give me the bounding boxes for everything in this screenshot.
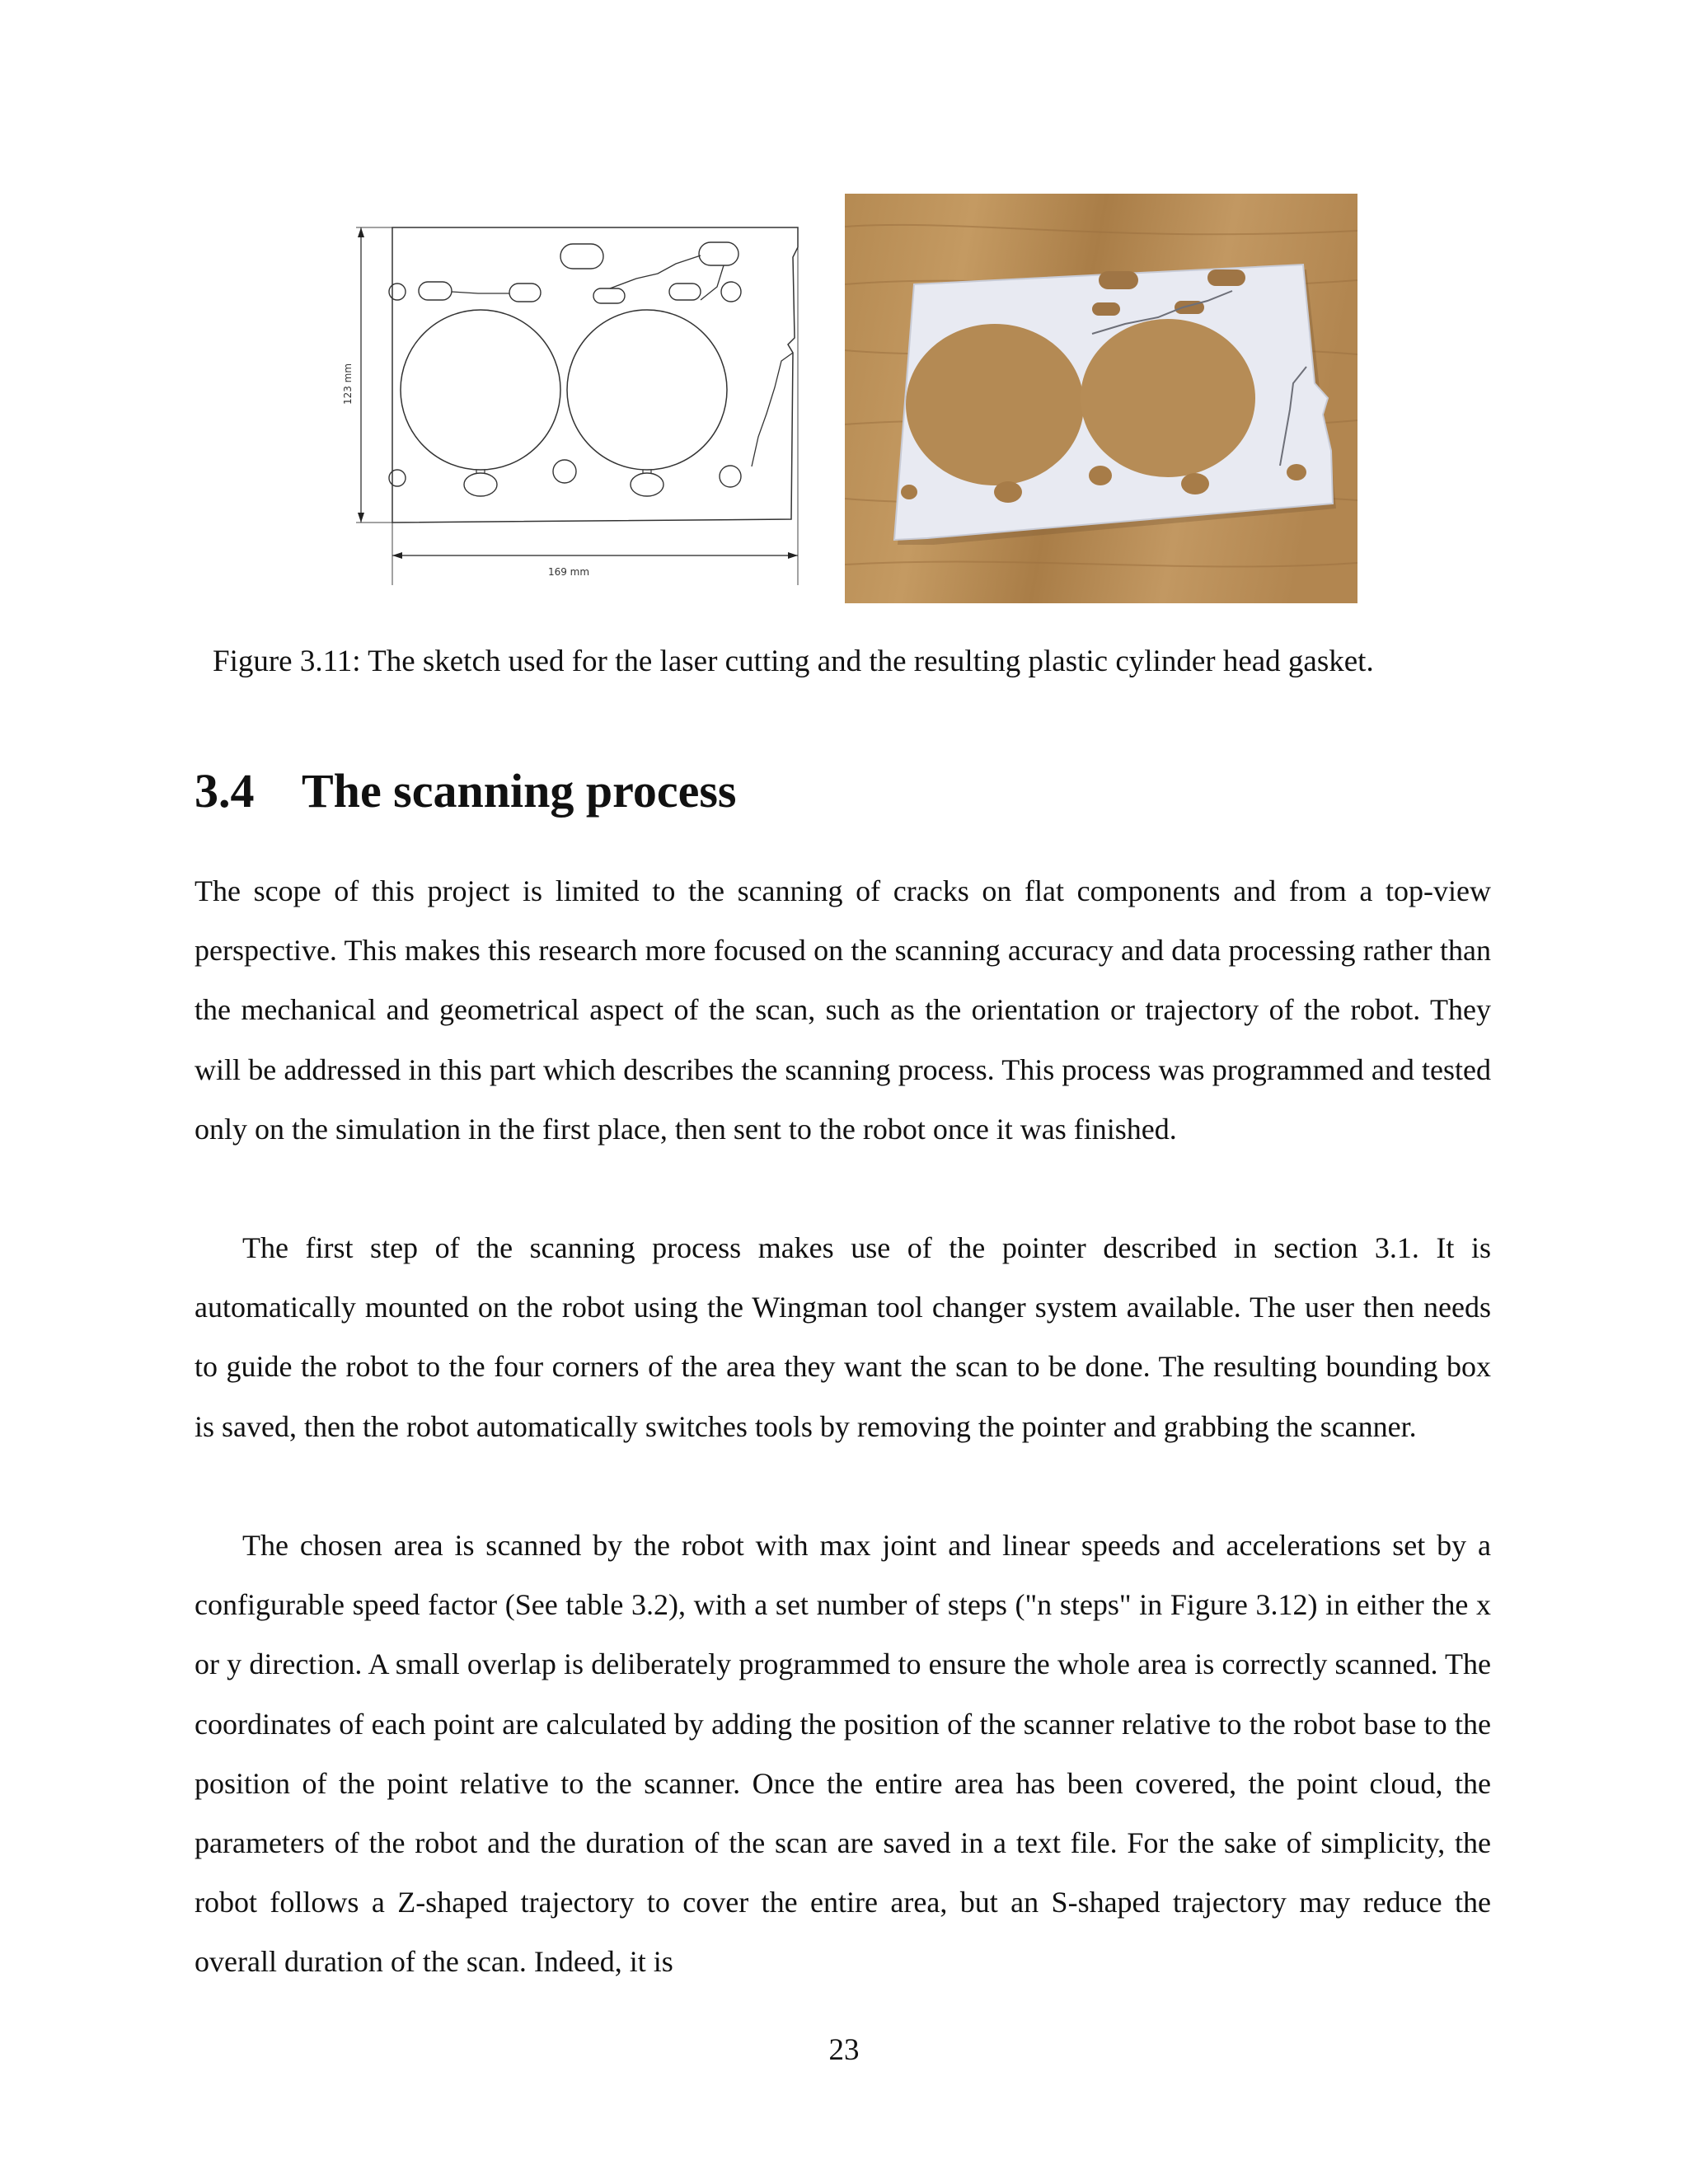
figure-caption: Figure 3.11: The sketch used for the laser cutting and the resulting plastic cylinder head gasket. — [213, 644, 1374, 678]
figure-3-11 — [0, 0, 1688, 610]
body-paragraph-1: The scope of this project is limited to the scanning of cracks on flat components and from a top-view perspective. This makes this research more focused on the scanning accuracy and data processing rather than the mechanical and geometrical aspect of the scan, such as the orientation or trajectory of the robot. They will be addressed in this part which describes the scanning process. This process was programmed and tested only on the simulation in the first place, then sent to the robot once it was finished. — [195, 874, 1491, 1146]
plastic-gasket-photo — [845, 194, 1357, 603]
height-dimension-label: 123 mm — [342, 363, 354, 405]
width-dimension-label: 169 mm — [547, 566, 590, 578]
section-title: The scanning process — [302, 764, 737, 818]
section-number: 3.4 — [195, 764, 255, 818]
page-number: 23 — [828, 2033, 860, 2067]
section-heading — [195, 762, 1513, 820]
gasket-sketch-drawing — [330, 223, 816, 602]
body-paragraph-3: The chosen area is scanned by the robot with max joint and linear speeds and accelerations set by a configurable speed factor (See table 3.2), with a set number of steps ("n steps" in Figure 3.12) in either the x or y direction. A small overlap is deliberately programmed to ensure the whole area is correctly scanned. The coordinates of each point are calculated by adding the position of the scanner relative to the robot base to the position of the point relative to the scanner. Once the entire area has been covered, the point cloud, the parameters of the robot and the duration of the scan are saved in a text file. For the sake of simplicity, the robot follows a Z-shaped trajectory to cover the entire area, but an S-shaped trajectory may reduce the overall duration of the scan. Indeed, it is — [195, 1529, 1491, 1979]
body-paragraph-2: The first step of the scanning process makes use of the pointer described in section 3.1. It is automatically mounted on the robot using the Wingman tool changer system available. The user then needs to guide the robot to the four corners of the area they want the scan to be done. The resulting bounding box is saved, then the robot automatically switches tools by removing the pointer and grabbing the scanner. — [195, 1231, 1491, 1443]
